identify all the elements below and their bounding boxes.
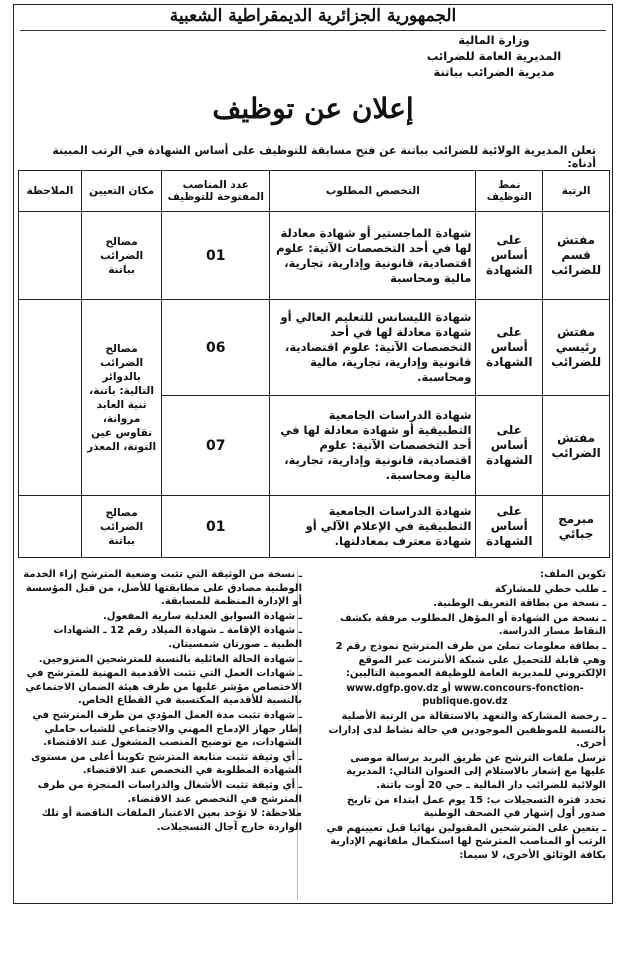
table-row bbox=[19, 212, 610, 300]
file-requirements bbox=[20, 568, 606, 903]
specialty-cell: شهادة الدراسات الجامعية التطبيقية أو شهادة معادلة لها في أحد التخصصات الآتية: علوم اقتصادية، قانونية وإدارية، تجارية، مالية ومحاسبة. bbox=[270, 396, 476, 496]
table-row bbox=[19, 300, 610, 396]
header-divider bbox=[20, 30, 606, 31]
header-notes: الملاحظة bbox=[19, 171, 82, 212]
rank-cell: مبرمج جبائي bbox=[543, 496, 610, 558]
mailing-instructions: ترسل ملفات الترشح عن طريق البريد برسالة موصى عليها مع إشعار بالاستلام إلى العنوان التالي: المديرية الولائية للضرائب دار المالية ـ حي 20 أوت باتنة. bbox=[346, 752, 606, 791]
requirements-right-column bbox=[324, 568, 606, 863]
mode-cell: على أساس الشهادة bbox=[476, 496, 543, 558]
header-rank: الرتبة bbox=[543, 171, 610, 212]
positions-cell: 07 bbox=[162, 396, 270, 496]
issuer-block bbox=[384, 32, 604, 80]
list-item: ـ شهادة الإقامة ـ شهادة الميلاد رقم 12 ـ الشهادات الطبية ـ صورتان شمسيتان. bbox=[53, 625, 302, 650]
notes-cell bbox=[19, 212, 82, 300]
place-cell: مصالح الضرائب بباتنة bbox=[81, 496, 161, 558]
header-specialty: التخصص المطلوب bbox=[270, 171, 476, 212]
requirements-left-column bbox=[20, 568, 302, 835]
list-item: ـ أي وثيقة تثبت الأشغال والدراسات المنجزة من طرف المترشح في التخصص عند الاقتضاء. bbox=[37, 779, 302, 805]
list-item: ـ طلب خطي للمشاركة bbox=[494, 583, 606, 595]
header-place: مكان التعيين bbox=[81, 171, 161, 212]
announcement-intro: تعلن المديرية الولائية للضرائب بباتنة عن فتح مسابقة للتوظيف على أساس الشهادة في الرتب المبينة أدناه: bbox=[52, 144, 596, 170]
website-links[interactable]: www.dgfp.gov.dz أو www.concours-fonction-publique.gov.dz bbox=[346, 682, 584, 708]
list-item: ـ شهادات العمل التي تثبت الأقدمية المهنية للمترشح في الاختصاص مؤشر عليها من طرف هيئة الضمان الاجتماعي بالنسبة للأقدمية المكتسبة في القطاع الخاص. bbox=[25, 668, 302, 707]
list-item: ـ رخصة المشاركة والتعهد بالاستقالة من الرتبة الأصلية بالنسبة للموظفين الموجودين في حالة نشاط لدى إدارات أخرى. bbox=[328, 710, 606, 750]
notes-cell bbox=[19, 496, 82, 558]
mode-cell: على أساس الشهادة bbox=[476, 396, 543, 496]
mode-cell: على أساس الشهادة bbox=[476, 300, 543, 396]
rank-cell: مفتش رئيسي للضرائب bbox=[543, 300, 610, 396]
header-positions: عدد المناصب المفتوحة للتوظيف bbox=[162, 171, 270, 212]
positions-cell: 01 bbox=[162, 212, 270, 300]
announcement-title: إعلان عن توظيف bbox=[212, 92, 414, 125]
list-item: ـ شهادة تثبت مدة العمل المؤدي من طرف المترشح في إطار جهاز الإدماج المهني والاجتماعي للشباب حاملي الشهادات، مع توضيح المنصب المشغول عند الاقتضاء. bbox=[32, 709, 302, 749]
directorate-general-name: المديرية العامة للضرائب bbox=[426, 49, 562, 63]
rank-cell: مفتش الضرائب bbox=[543, 396, 610, 496]
list-item: ـ شهادة السوابق العدلية سارية المفعول. bbox=[102, 610, 302, 622]
registration-period: تحدد فترة التسجيلات ب: 15 يوم عمل ابتداء من تاريخ صدور أول إشهار في الصحف الوطنية bbox=[346, 794, 606, 820]
specialty-cell: شهادة الليسانس للتعليم العالي أو شهادة معادلة لها في أحد التخصصات الآتية: علوم اقتصادية، قانونية وإدارية، تجارية، مالية ومحاسبة. bbox=[270, 300, 476, 396]
list-item: ـ نسخة من الوثيقة التي تثبت وضعية المترشح إزاء الخدمة الوطنية مصادق على مطابقتها للأصل، من قبل المؤسسة أو الإدارة المنظمة للمسابقة. bbox=[23, 569, 302, 608]
header-mode: نمط التوظيف bbox=[476, 171, 543, 212]
positions-table bbox=[18, 170, 610, 558]
list-item: ـ نسخة من بطاقة التعريف الوطنية. bbox=[433, 598, 606, 610]
file-composition-heading: تكوين الملف: bbox=[540, 569, 606, 580]
specialty-cell: شهادة الدراسات الجامعية التطبيقية في الإعلام الآلي أو شهادة معترف بمعادلتها. bbox=[270, 496, 476, 558]
list-item: ـ شهادة الحالة العائلية بالنسبة للمترشحين المتزوجين. bbox=[38, 653, 302, 665]
list-item: ـ نسخة من الشهادة أو المؤهل المطلوب مرفقة بكشف النقاط مسار الدراسة. bbox=[340, 612, 606, 638]
specialty-cell: شهادة الماجستير أو شهادة معادلة لها في أحد التخصصات الآتية: علوم اقتصادية، قانونية وإدارية، تجارية، مالية ومحاسبة bbox=[270, 212, 476, 300]
rank-cell: مفتش قسم للضرائب bbox=[543, 212, 610, 300]
table-header-row bbox=[19, 171, 610, 212]
place-cell: مصالح الضرائب بباتنة bbox=[81, 212, 161, 300]
list-item: ـ يتعين على المترشحين المقبولين نهائيا قبل تعيينهم في الرتب أو المناصب المترشح لها استكمال ملفاتهم الإدارية بكافة الوثائق الأخرى، لا سيما: bbox=[326, 822, 606, 861]
table-row bbox=[19, 496, 610, 558]
list-item: ـ بطاقة معلومات تملئ من طرف المترشح نموذج رقم 2 وهي قابلة للتحميل على شبكة الأنترنت عبر الموقع الإلكتروني للمديرية العامة للوظيفة العمومية التاليين: bbox=[335, 640, 606, 680]
mode-cell: على أساس الشهادة bbox=[476, 212, 543, 300]
list-item: ـ أي وثيقة تثبت متابعة المترشح تكوينا أعلى من مستوى الشهادة المطلوبة في التخصص عند الاقتضاء. bbox=[31, 751, 302, 777]
ministry-name: وزارة المالية bbox=[458, 33, 530, 47]
note-text: ملاحظة: لا تؤخذ بعين الاعتبار الملفات الناقصة أو تلك الواردة خارج آجال التسجيلات. bbox=[41, 808, 302, 833]
positions-cell: 06 bbox=[162, 300, 270, 396]
republic-heading: الجمهورية الجزائرية الديمقراطية الشعبية bbox=[169, 6, 457, 26]
notes-cell bbox=[19, 300, 82, 496]
directorate-name: مديرية الضرائب بباتنة bbox=[433, 65, 555, 79]
place-cell: مصالح الضرائب بالدوائر التالية: باتنة، ثنية العابد مروانة، نقاوس عين التوتة، المعذر bbox=[81, 300, 161, 496]
positions-cell: 01 bbox=[162, 496, 270, 558]
